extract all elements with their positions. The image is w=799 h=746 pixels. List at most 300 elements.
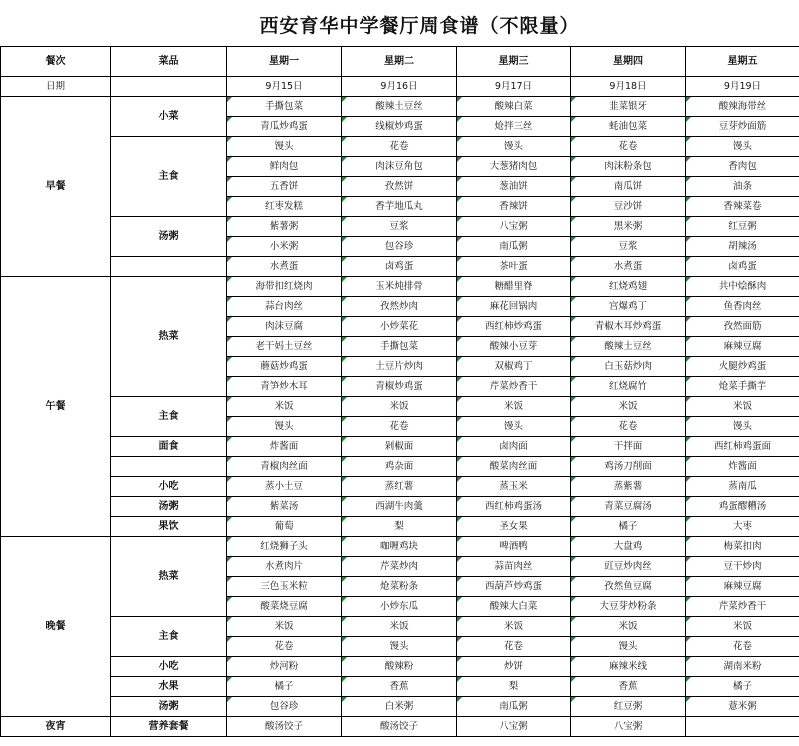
menu-row	[1, 217, 799, 237]
dish-cell	[227, 637, 342, 657]
dish-name: 米饭	[389, 400, 409, 412]
dish-cell	[457, 257, 571, 277]
comment-marker-icon	[571, 137, 576, 142]
comment-marker-icon	[457, 157, 462, 162]
comment-marker-icon	[571, 357, 576, 362]
comment-marker-icon	[457, 477, 462, 482]
dish-name: 大葱猪肉包	[489, 160, 538, 172]
dish-cell	[571, 617, 686, 637]
dish-name: 花卷	[389, 420, 409, 432]
dish-cell	[571, 317, 686, 337]
dish-cell	[571, 597, 686, 617]
dish-cell	[457, 637, 571, 657]
comment-marker-icon	[227, 557, 232, 562]
dish-name: 小炒菜花	[379, 320, 418, 332]
category-label: 小菜	[111, 97, 227, 137]
dish-cell	[342, 377, 457, 397]
dish-name: 葡萄	[274, 520, 294, 532]
dish-cell	[342, 457, 457, 477]
comment-marker-icon	[571, 497, 576, 502]
comment-marker-icon	[686, 237, 691, 242]
date-cell: 9月19日	[686, 77, 799, 97]
comment-marker-icon	[342, 337, 347, 342]
category-label: 营养套餐	[111, 717, 227, 737]
dish-cell	[227, 617, 342, 637]
dish-cell	[342, 97, 457, 117]
comment-marker-icon	[457, 317, 462, 322]
dish-cell	[686, 437, 799, 457]
comment-marker-icon	[571, 97, 576, 102]
dish-cell	[686, 697, 799, 717]
dish-cell	[457, 97, 571, 117]
dish-cell	[342, 557, 457, 577]
dish-name: 炝菜粉条	[379, 580, 418, 592]
comment-marker-icon	[571, 177, 576, 182]
comment-marker-icon	[342, 557, 347, 562]
dish-name: 南瓜粥	[499, 240, 528, 252]
dish-name: 葱油饼	[499, 180, 528, 192]
dish-name: 花卷	[618, 420, 638, 432]
dish-name: 炒河粉	[269, 660, 299, 672]
dish-cell	[227, 157, 342, 177]
comment-marker-icon	[457, 257, 462, 262]
dish-name: 啤酒鸭	[499, 540, 528, 552]
comment-marker-icon	[457, 637, 462, 642]
dish-name: 五香饼	[269, 180, 299, 192]
dish-name: 水煮肉片	[264, 560, 303, 572]
comment-marker-icon	[457, 597, 462, 602]
dish-name: 土豆片炒肉	[375, 360, 423, 372]
comment-marker-icon	[686, 357, 691, 362]
menu-row	[1, 277, 799, 297]
dish-cell	[227, 257, 342, 277]
dish-name: 酸辣小豆芽	[489, 340, 538, 352]
dish-name: 红枣发糕	[264, 200, 303, 212]
dish-name: 花卷	[389, 140, 409, 152]
menu-row	[1, 257, 799, 277]
comment-marker-icon	[571, 257, 576, 262]
dish-name: 豆干炒肉	[723, 560, 762, 572]
dish-cell	[571, 237, 686, 257]
comment-marker-icon	[342, 397, 347, 402]
menu-row	[1, 137, 799, 157]
dish-cell	[686, 97, 799, 117]
comment-marker-icon	[571, 637, 576, 642]
dish-name: 豆芽炒面筋	[718, 120, 767, 132]
dish-cell	[686, 277, 799, 297]
comment-marker-icon	[686, 657, 691, 662]
dish-cell	[342, 697, 457, 717]
comment-marker-icon	[686, 157, 691, 162]
dish-name: 青椒木耳炒鸡蛋	[594, 320, 662, 332]
dish-cell	[457, 297, 571, 317]
dish-name: 手撕包菜	[379, 340, 418, 352]
dish-name: 橘子	[732, 680, 752, 692]
dish-cell	[571, 217, 686, 237]
comment-marker-icon	[457, 237, 462, 242]
comment-marker-icon	[686, 297, 691, 302]
dish-name: 孜然面筋	[723, 320, 762, 332]
comment-marker-icon	[227, 497, 232, 502]
comment-marker-icon	[457, 337, 462, 342]
dish-cell	[457, 377, 571, 397]
dish-name: 麻辣豆腐	[723, 340, 762, 352]
category-label: 汤粥	[111, 217, 227, 257]
dish-name: 宫爆鸡丁	[608, 300, 647, 312]
comment-marker-icon	[342, 197, 347, 202]
dish-name: 线椒炒鸡蛋	[375, 120, 423, 132]
comment-marker-icon	[571, 117, 576, 122]
dish-name: 橘子	[618, 520, 638, 532]
dish-name: 梨	[508, 680, 519, 692]
dish-name: 茶叶蛋	[499, 260, 528, 272]
dish-cell	[227, 497, 342, 517]
dish-cell	[227, 97, 342, 117]
comment-marker-icon	[342, 517, 347, 522]
comment-marker-icon	[342, 257, 347, 262]
dish-name: 米饭	[389, 620, 409, 632]
dish-cell	[571, 197, 686, 217]
dish-cell	[571, 717, 686, 737]
comment-marker-icon	[227, 137, 232, 142]
comment-marker-icon	[686, 277, 691, 282]
dish-cell	[227, 697, 342, 717]
dish-cell	[457, 397, 571, 417]
dish-name: 紫菜汤	[269, 500, 299, 512]
menu-row	[1, 497, 799, 517]
dish-name: 麻辣米线	[608, 660, 647, 672]
dish-cell	[457, 357, 571, 377]
dish-name: 蒜苗肉丝	[494, 560, 533, 572]
comment-marker-icon	[227, 617, 232, 622]
comment-marker-icon	[457, 457, 462, 462]
comment-marker-icon	[686, 697, 691, 702]
header-meal: 餐次	[1, 47, 111, 77]
comment-marker-icon	[457, 517, 462, 522]
dish-cell	[342, 577, 457, 597]
dish-cell	[227, 517, 342, 537]
comment-marker-icon	[686, 437, 691, 442]
dish-cell	[227, 677, 342, 697]
dish-name: 馒头	[274, 420, 294, 432]
dish-cell	[457, 517, 571, 537]
comment-marker-icon	[342, 177, 347, 182]
dish-name: 花卷	[503, 640, 523, 652]
comment-marker-icon	[571, 537, 576, 542]
dish-name: 米饭	[274, 620, 294, 632]
dish-name: 酸辣粉	[384, 660, 414, 672]
dish-name: 西红柿炒鸡蛋	[484, 320, 542, 332]
dish-cell	[342, 497, 457, 517]
dish-cell	[342, 257, 457, 277]
dish-name: 馒头	[274, 140, 294, 152]
dish-name: 肉沫粉条包	[604, 160, 652, 172]
header-day: 星期一	[227, 47, 342, 77]
dish-name: 青笋炒木耳	[260, 380, 308, 392]
category-label: 主食	[111, 397, 227, 437]
header-dish: 菜品	[111, 47, 227, 77]
dish-cell	[342, 717, 457, 737]
dish-cell	[227, 377, 342, 397]
comment-marker-icon	[686, 317, 691, 322]
menu-row	[1, 397, 799, 417]
comment-marker-icon	[457, 497, 462, 502]
comment-marker-icon	[571, 297, 576, 302]
dish-name: 米饭	[732, 400, 752, 412]
dish-cell	[686, 657, 799, 677]
dish-cell	[457, 557, 571, 577]
dish-name: 米饭	[732, 620, 752, 632]
comment-marker-icon	[227, 297, 232, 302]
dish-name: 糖醋里脊	[494, 280, 533, 292]
comment-marker-icon	[571, 337, 576, 342]
comment-marker-icon	[227, 397, 232, 402]
dish-cell	[342, 117, 457, 137]
comment-marker-icon	[342, 477, 347, 482]
dish-name: 梅菜扣肉	[723, 540, 762, 552]
dish-name: 豆沙饼	[613, 200, 643, 212]
dish-name: 酸辣大白菜	[489, 600, 538, 612]
dish-name: 青瓜炒鸡蛋	[260, 120, 308, 132]
dish-cell	[571, 97, 686, 117]
dish-name: 八宝粥	[613, 720, 643, 732]
dish-cell	[686, 497, 799, 517]
dish-cell	[457, 477, 571, 497]
dish-cell	[571, 117, 686, 137]
dish-name: 馒头	[732, 420, 752, 432]
dish-cell	[686, 397, 799, 417]
dish-name: 红豆粥	[728, 220, 757, 232]
dish-cell	[571, 357, 686, 377]
dish-name: 薏米粥	[728, 700, 757, 712]
dish-name: 鸡蛋醪糟汤	[718, 500, 767, 512]
dish-cell	[686, 317, 799, 337]
dish-cell	[686, 677, 799, 697]
comment-marker-icon	[227, 637, 232, 642]
comment-marker-icon	[571, 457, 576, 462]
dish-cell	[342, 437, 457, 457]
menu-row	[1, 537, 799, 557]
dish-name: 蒸小土豆	[264, 480, 303, 492]
dish-name: 双椒鸡丁	[494, 360, 533, 372]
dish-cell	[686, 557, 799, 577]
dish-cell	[686, 137, 799, 157]
dish-name: 香芋地瓜丸	[375, 200, 423, 212]
dish-name: 鲜肉包	[269, 160, 299, 172]
comment-marker-icon	[227, 537, 232, 542]
category-label	[111, 457, 227, 477]
comment-marker-icon	[686, 617, 691, 622]
dish-cell	[227, 297, 342, 317]
dish-cell	[571, 657, 686, 677]
dish-cell	[457, 117, 571, 137]
comment-marker-icon	[571, 377, 576, 382]
comment-marker-icon	[457, 437, 462, 442]
comment-marker-icon	[457, 217, 462, 222]
dish-cell	[686, 297, 799, 317]
comment-marker-icon	[227, 197, 232, 202]
comment-marker-icon	[571, 437, 576, 442]
comment-marker-icon	[342, 537, 347, 542]
dish-name: 水煮蛋	[269, 260, 299, 272]
date-cell: 9月18日	[571, 77, 686, 97]
weekly-menu-table	[0, 46, 799, 737]
dish-cell	[686, 457, 799, 477]
comment-marker-icon	[227, 417, 232, 422]
dish-name: 麻花回锅肉	[489, 300, 538, 312]
comment-marker-icon	[342, 617, 347, 622]
dish-name: 八宝粥	[499, 720, 528, 732]
dish-name: 米饭	[618, 400, 638, 412]
dish-cell	[571, 637, 686, 657]
dish-cell	[342, 397, 457, 417]
comment-marker-icon	[686, 477, 691, 482]
dish-name: 孜然饼	[384, 180, 414, 192]
dish-cell	[686, 637, 799, 657]
comment-marker-icon	[686, 517, 691, 522]
date-row	[1, 77, 799, 97]
dish-name: 红烧狮子头	[260, 540, 308, 552]
dish-name: 梨	[394, 520, 404, 532]
dish-cell	[686, 717, 799, 737]
dish-cell	[457, 677, 571, 697]
comment-marker-icon	[571, 417, 576, 422]
dish-name: 肉沫豆腐	[264, 320, 303, 332]
comment-marker-icon	[571, 517, 576, 522]
menu-row	[1, 517, 799, 537]
comment-marker-icon	[571, 697, 576, 702]
dish-name: 咖喱鸡块	[379, 540, 418, 552]
dish-name: 玉米炖排骨	[375, 280, 423, 292]
dish-cell	[686, 157, 799, 177]
dish-name: 豆浆	[389, 220, 409, 232]
comment-marker-icon	[227, 517, 232, 522]
dish-name: 酸汤饺子	[264, 720, 303, 732]
dish-name: 西红柿鸡蛋汤	[484, 500, 542, 512]
dish-cell	[686, 237, 799, 257]
dish-cell	[457, 457, 571, 477]
comment-marker-icon	[686, 537, 691, 542]
dish-cell	[342, 597, 457, 617]
dish-name: 红豆粥	[613, 700, 643, 712]
dish-name: 白玉菇炒肉	[604, 360, 652, 372]
comment-marker-icon	[686, 457, 691, 462]
dish-cell	[342, 617, 457, 637]
dish-cell	[227, 357, 342, 377]
dish-name: 花卷	[732, 640, 752, 652]
dish-cell	[686, 477, 799, 497]
comment-marker-icon	[342, 697, 347, 702]
comment-marker-icon	[686, 137, 691, 142]
comment-marker-icon	[571, 617, 576, 622]
comment-marker-icon	[571, 477, 576, 482]
dish-cell	[227, 397, 342, 417]
comment-marker-icon	[227, 677, 232, 682]
dish-cell	[342, 517, 457, 537]
dish-name: 酸汤饺子	[379, 720, 418, 732]
dish-cell	[571, 157, 686, 177]
dish-cell	[457, 577, 571, 597]
comment-marker-icon	[227, 117, 232, 122]
dish-name: 卤鸡蛋	[728, 260, 757, 272]
dish-cell	[457, 617, 571, 637]
dish-name: 鸡杂面	[384, 460, 414, 472]
dish-cell	[686, 117, 799, 137]
comment-marker-icon	[342, 237, 347, 242]
dish-name: 大枣	[732, 520, 752, 532]
dish-cell	[457, 197, 571, 217]
comment-marker-icon	[686, 677, 691, 682]
comment-marker-icon	[227, 657, 232, 662]
dish-cell	[342, 357, 457, 377]
comment-marker-icon	[686, 397, 691, 402]
dish-cell	[227, 317, 342, 337]
dish-cell	[686, 257, 799, 277]
dish-name: 红烧腐竹	[608, 380, 647, 392]
dish-cell	[571, 377, 686, 397]
header-day: 星期五	[686, 47, 799, 77]
dish-name: 红烧鸡翅	[608, 280, 647, 292]
dish-cell	[571, 297, 686, 317]
comment-marker-icon	[227, 357, 232, 362]
dish-cell	[571, 517, 686, 537]
dish-cell	[342, 677, 457, 697]
menu-row	[1, 657, 799, 677]
comment-marker-icon	[686, 577, 691, 582]
comment-marker-icon	[342, 457, 347, 462]
dish-cell	[342, 477, 457, 497]
header-day: 星期三	[457, 47, 571, 77]
category-label: 主食	[111, 617, 227, 657]
comment-marker-icon	[227, 257, 232, 262]
comment-marker-icon	[457, 297, 462, 302]
dish-cell	[686, 197, 799, 217]
dish-cell	[227, 197, 342, 217]
dish-cell	[342, 277, 457, 297]
header-day: 星期二	[342, 47, 457, 77]
comment-marker-icon	[571, 657, 576, 662]
dish-cell	[571, 457, 686, 477]
dish-name: 海带扣红烧肉	[255, 280, 313, 292]
dish-cell	[457, 497, 571, 517]
comment-marker-icon	[457, 617, 462, 622]
menu-row	[1, 617, 799, 637]
category-label: 果饮	[111, 517, 227, 537]
comment-marker-icon	[227, 577, 232, 582]
dish-cell	[457, 697, 571, 717]
dish-cell	[227, 337, 342, 357]
dish-cell	[342, 637, 457, 657]
dish-name: 蒸南瓜	[728, 480, 757, 492]
dish-cell	[686, 337, 799, 357]
comment-marker-icon	[227, 597, 232, 602]
dish-name: 三色玉米粒	[260, 580, 308, 592]
comment-marker-icon	[571, 397, 576, 402]
comment-marker-icon	[457, 357, 462, 362]
comment-marker-icon	[457, 397, 462, 402]
dish-cell	[571, 697, 686, 717]
comment-marker-icon	[686, 97, 691, 102]
dish-cell	[227, 557, 342, 577]
dish-name: 卤肉面	[499, 440, 528, 452]
dish-name: 酸辣白菜	[494, 100, 533, 112]
comment-marker-icon	[457, 657, 462, 662]
dish-name: 南瓜粥	[499, 700, 528, 712]
dish-name: 青椒炒鸡蛋	[375, 380, 423, 392]
meal-label: 晚餐	[1, 537, 111, 717]
dish-name: 橘子	[274, 680, 294, 692]
dish-name: 炒饼	[503, 660, 523, 672]
